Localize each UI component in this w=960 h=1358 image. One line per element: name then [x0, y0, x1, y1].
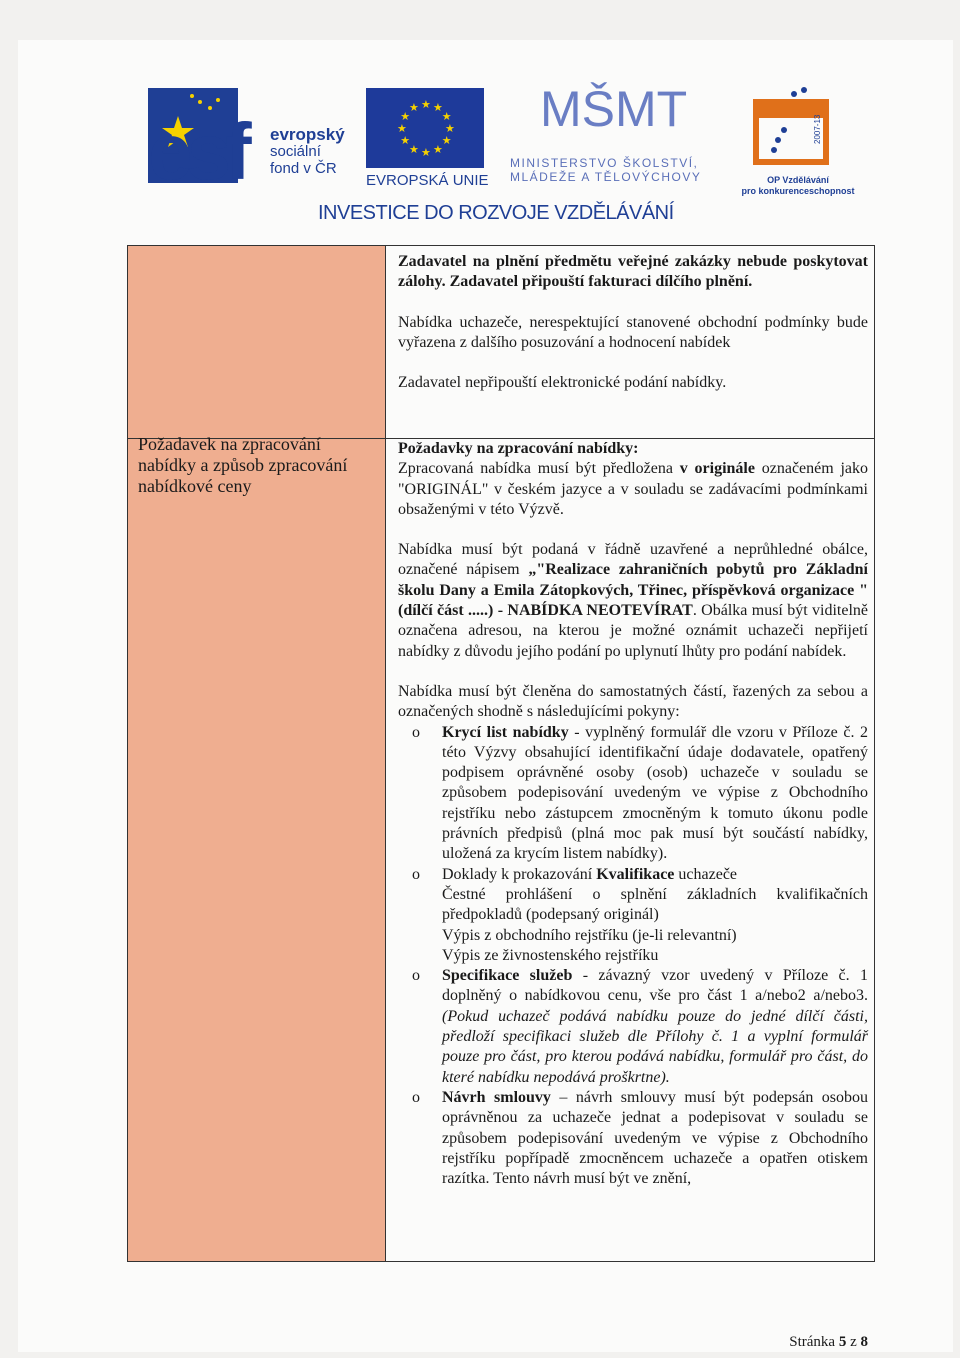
envelope-paragraph: Nabídka musí být podaná v řádně uzavřené a neprůhledné obálce, označené nápisem „"Realizace zahraničních pobytů pro Základní školu Dany a Emila Zátopkových, Třinec, příspěvková organizace "(dílčí část .....) - NABÍDKA NEOTEVÍRAT. Obálka musí být viditelně označena adresou, na kterou je možné oznámit uchazeči nepřijetí nabídky z důvodu jejího podání po uplynutí lhůty pro podání nabídek.: [398, 541, 869, 660]
esf-caption: [270, 126, 345, 177]
list-item: o Doklady k prokazování Kvalifikace uchazeče Čestné prohlášení o splnění základních kvalifikačních předpokladů (podepsaný originál) Výpis z obchodního rejstříku (je-li relevantní) Výpis ze živnostenského rejstříku: [398, 865, 868, 966]
requirements-heading: Požadavky na zpracování nabídky:: [398, 440, 639, 457]
msmt-line2: MLÁDEŽE A TĚLOVÝCHOVY: [510, 170, 702, 184]
msmt-logo: [510, 82, 720, 192]
eu-star-icon: ★: [441, 111, 452, 123]
msmt-line1: MINISTERSTVO ŠKOLSTVÍ,: [510, 156, 699, 170]
bullet-icon: o: [412, 865, 420, 883]
op-line1: OP Vzdělávání: [767, 175, 829, 185]
page-number: Stránka 5 z 8: [789, 1334, 868, 1350]
op-line2: pro konkurenceschopnost: [741, 186, 855, 196]
eu-star-icon: ★: [433, 143, 443, 156]
svg-text:2007-13: 2007-13: [813, 114, 822, 144]
advance-payment-text: Zadavatel na plnění předmětu veřejné zakázky nebude poskytovat zálohy. Zadavatel připouští fakturaci dílčího plnění.: [398, 253, 868, 291]
msmt-caption: [510, 156, 701, 184]
eu-star-icon: ★: [441, 135, 452, 147]
esf-logo: [148, 88, 358, 196]
esf-line3: fond v ČR: [270, 160, 337, 177]
esf-line2: sociální: [270, 143, 321, 160]
eu-star-icon: ★: [421, 99, 431, 111]
eu-star-icon: ★: [397, 123, 407, 135]
row1-content: [398, 252, 868, 393]
msmt-mark-icon: [540, 81, 688, 154]
row2-label: Požadavek na zpracování nabídky a způsob zpracování nabídkové ceny: [138, 434, 348, 496]
requirements-table: [127, 245, 875, 1262]
op-logo: [708, 82, 888, 196]
eu-star-icon: ★: [409, 143, 419, 156]
label-column: [128, 246, 386, 1261]
eu-star-icon: ★: [400, 111, 411, 123]
structure-paragraph: Nabídka musí být členěna do samostatných částí, řazených za sebou a označených shodně s následujícími pokyny:: [398, 682, 868, 721]
list-item: o Krycí list nabídky - vyplněný formulář dle vzoru v Příloze č. 2 této Výzvy obsahující identifikační údaje dodavatele, opatřený podpisem oprávněné osoby (osob) uchazeče v souladu se způsobem podepisování uvedeným ve výpise z Obchodního rejstříku nebo zástupcem zmocněným k tomuto úkonu podle právních předpisů (plná moc pak musí být součástí nabídky, uložená za krycím listem nabídky).: [412, 723, 869, 863]
esf-line1: evropský: [270, 125, 345, 144]
header-logos: [148, 81, 888, 196]
bullet-icon: o: [412, 1088, 420, 1106]
eu-caption: EVROPSKÁ UNIE: [366, 172, 489, 189]
eu-star-icon: ★: [445, 123, 455, 135]
list-subline: Výpis ze živnostenského rejstříku: [442, 946, 659, 964]
rejection-text: Nabídka uchazeče, nerespektující stanovené obchodní podmínky bude vyřazena z dalšího posuzování a hodnocení nabídek: [398, 313, 868, 351]
bullet-icon: o: [412, 967, 420, 985]
esf-mark: esf: [148, 107, 246, 196]
eu-flag-icon: [366, 88, 484, 168]
eu-logo: [366, 88, 489, 189]
eu-star-icon: ★: [433, 102, 443, 115]
original-paragraph: Zpracovaná nabídka musí být předložena v originále označeném jako "ORIGINÁL" v českém jazyce a v souladu se zadávacími podmínkami obsaženými v této Výzvě.: [398, 460, 869, 518]
eu-star-icon: ★: [400, 135, 411, 147]
svg-text:MŠMT: MŠMT: [540, 81, 688, 137]
list-subline: Výpis z obchodního rejstříku (je-li relevantní): [442, 926, 737, 944]
eu-star-icon: ★: [409, 102, 419, 115]
bullet-icon: o: [412, 723, 420, 741]
op-emblem-icon: [708, 82, 888, 172]
electronic-submission-text: Zadavatel nepřipouští elektronické podání nabídky.: [398, 374, 727, 392]
list-subline: Čestné prohlášení o splnění základních kvalifikačních předpokladů (podepsaný originál): [442, 885, 868, 924]
eu-star-icon: ★: [421, 147, 431, 159]
list-item: o Specifikace služeb - závazný vzor uvedený v Příloze č. 1 doplněný o nabídkovou cenu, vše pro část 1 a/nebo2 a/nebo3. (Pokud uchazeč podává nabídku pouze do jedné dílčí části, předloží specifikaci služeb dle Přílohy č. 1 a vyplní formulář pouze pro část, pro kterou podává nabídku, formulář pro část, do které nabídku nepodává proškrtne).: [412, 967, 868, 1086]
tagline: INVESTICE DO ROZVOJE VZDĚLÁVÁNÍ: [318, 202, 674, 224]
row2-content: [398, 439, 868, 1189]
list-item: o Návrh smlouvy – návrh smlouvy musí být podepsán osobou oprávněnou za uchazeče jednat a podepisovat v souladu se způsobem podepisování uvedeným ve výpise z Obchodního rejstříku popřípadě zmocněncem uchazeče a opatřen otiskem razítka. Tento návrh musí být ve znění,: [412, 1088, 869, 1188]
op-caption: [708, 175, 888, 197]
